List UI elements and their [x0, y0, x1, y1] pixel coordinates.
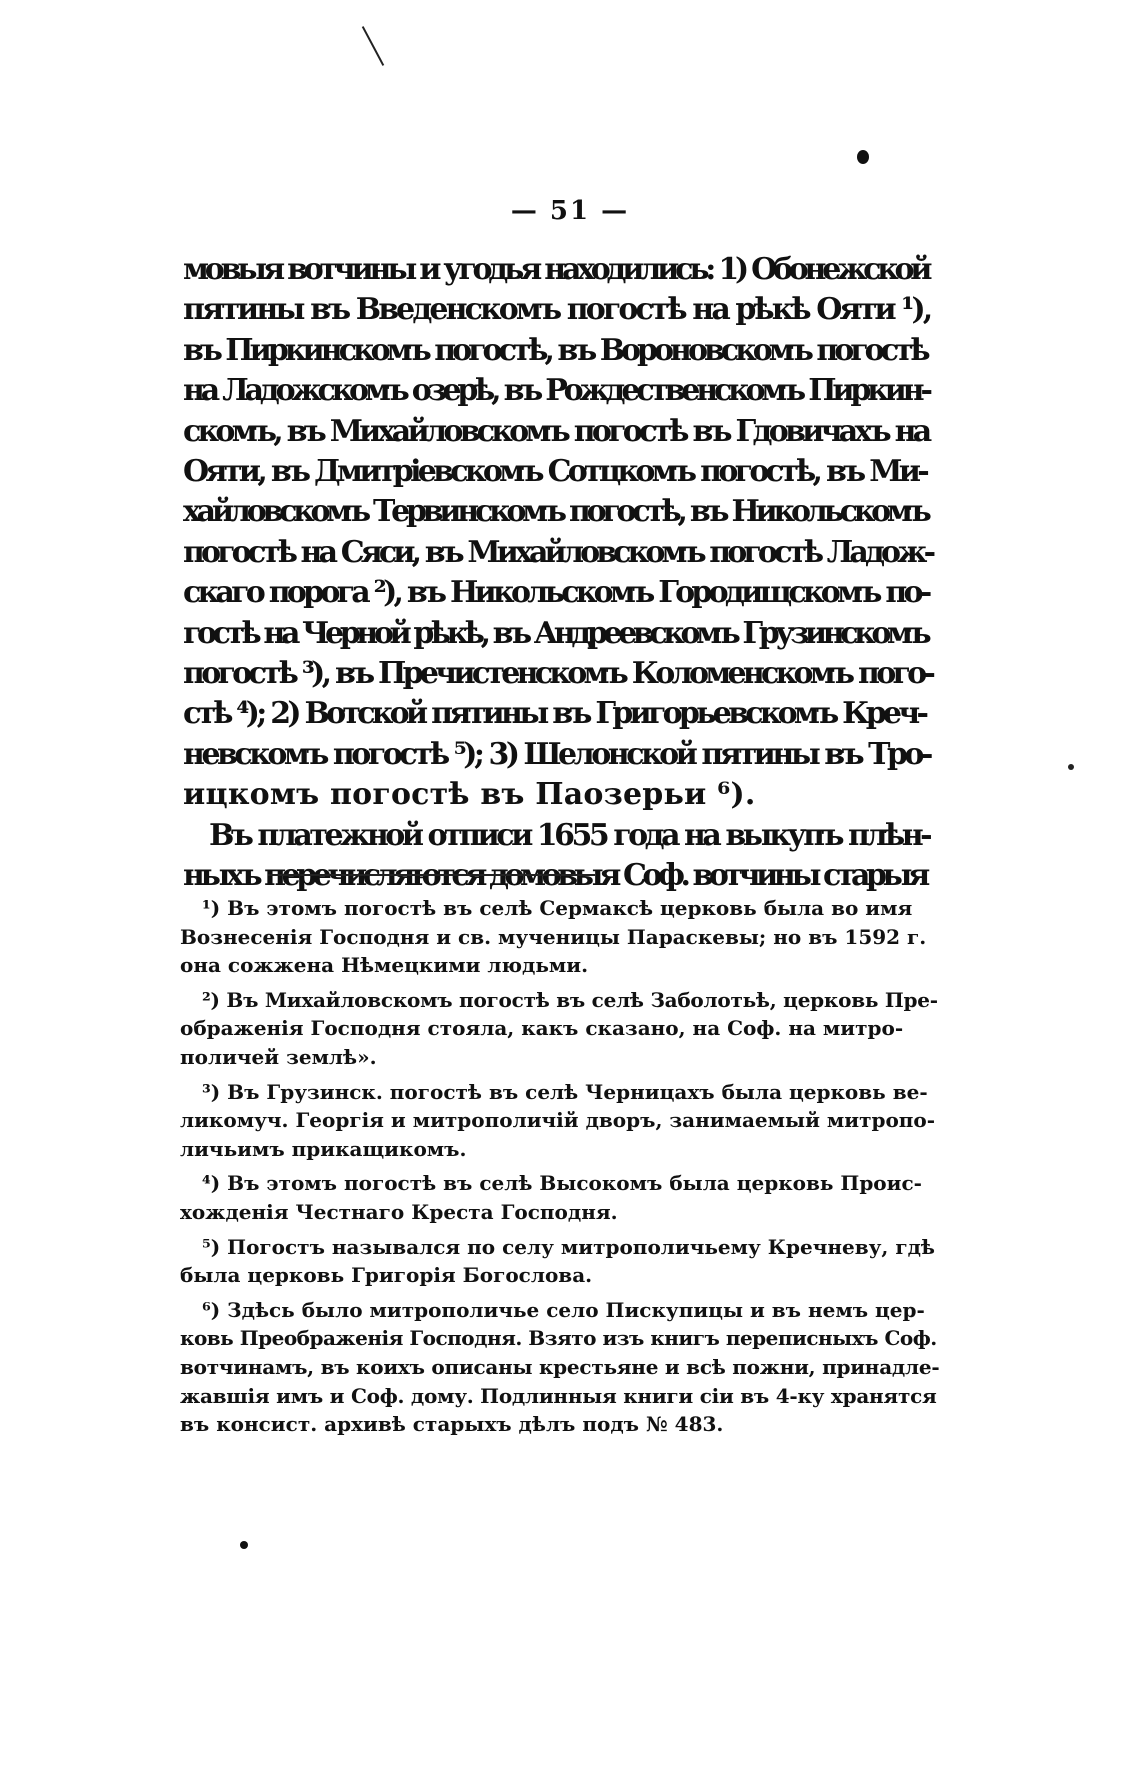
- footnote-1: [180, 894, 940, 980]
- text-line: пятины въ Введенскомъ погостѣ на рѣкѣ Ояти ¹),: [183, 292, 931, 328]
- footnote-6: [180, 1296, 940, 1439]
- footnote-line: ковь Преображенія Господня. Взято изъ книгъ переписныхъ Соф.: [180, 1326, 937, 1351]
- text-line: скаго порога ²), въ Никольскомъ Городищскомъ по-: [183, 575, 929, 611]
- footnote-line: жавшія имъ и Соф. дому. Подлинныя книги сіи въ 4-ку хранятся: [180, 1383, 937, 1408]
- text-line: скомъ, въ Михайловскомъ погостѣ въ Гдовичахъ на: [183, 413, 929, 449]
- footnote-4: [180, 1169, 940, 1226]
- text-line: погостѣ на Сяси, въ Михайловскомъ погостѣ Ладож-: [183, 534, 933, 570]
- footnote-line: ⁵) Погостъ назывался по селу митрополичьему Кречневу, гдѣ: [202, 1234, 935, 1259]
- stray-dot-margin: [1068, 764, 1074, 770]
- footnote-line: вотчинамъ, въ коихъ описаны крестьяне и всѣ пожни, принадле-: [180, 1354, 940, 1379]
- text-line: невскомъ погостѣ ⁵); 3) Шелонской пятины въ Тро-: [183, 736, 930, 772]
- main-text: [183, 250, 935, 897]
- text-line: на Ладожскомъ озерѣ, въ Рождественскомъ Пиркин-: [183, 373, 929, 409]
- text-line: Въ платежной отписи 1655 года на выкупъ плѣн-: [209, 817, 930, 853]
- footnote-line: ображенія Господня стояла, какъ сказано, на Соф. на митро-: [180, 1016, 904, 1041]
- text-line: ицкомъ погостѣ въ Паозерьи ⁶).: [183, 777, 756, 813]
- text-line: Ояти, въ Дмитріевскомъ Сотцкомъ погостѣ, въ Ми-: [183, 454, 927, 490]
- footnote-line: поличей землѣ».: [180, 1044, 377, 1069]
- footnote-line: она сожжена Нѣмецкими людьми.: [180, 953, 589, 978]
- footnote-line: ⁴) Въ этомъ погостѣ въ селѣ Высокомъ была церковь Проис-: [202, 1171, 922, 1196]
- footnote-line: личьимъ прикащикомъ.: [180, 1136, 467, 1161]
- footnote-line: ¹) Въ этомъ погостѣ въ селѣ Сермаксѣ церковь была во имя: [202, 896, 913, 920]
- text-line: погостѣ ³), въ Пречистенскомъ Коломенскомъ пого-: [183, 656, 933, 692]
- footnote-divider: [268, 874, 595, 876]
- footnote-line: хожденія Честнаго Креста Господня.: [180, 1199, 618, 1224]
- stray-mark-top: [362, 26, 384, 66]
- footnote-line: была церковь Григорія Богослова.: [180, 1263, 593, 1288]
- text-line: ныхъ перечисляются домовыя Соф. вотчины старыя: [183, 858, 926, 894]
- footnote-line: ликомуч. Георгія и митрополичій дворъ, занимаемый митропо-: [180, 1108, 936, 1133]
- text-line: хайловскомъ Тервинскомъ погостѣ, въ Никольскомъ: [183, 494, 928, 530]
- text-line: мовыя вотчины и угодья находились: 1) Обонежской: [183, 252, 929, 287]
- footnote-2: [180, 986, 940, 1072]
- footnote-line: ³) Въ Грузинск. погостѣ въ селѣ Черницахъ была церковь ве-: [202, 1079, 928, 1104]
- footnote-3: [180, 1078, 940, 1164]
- text-line: стѣ ⁴); 2) Вотской пятины въ Григорьевскомъ Креч-: [183, 696, 926, 732]
- footnotes: [180, 894, 940, 1439]
- page-number: — 51 —: [510, 196, 630, 226]
- stray-dot-right: [857, 150, 869, 164]
- text-line: гостѣ на Черной рѣкѣ, въ Андреевскомъ Грузинскомъ: [183, 615, 928, 651]
- footnote-5: [180, 1233, 940, 1290]
- stray-dot-bottom: [240, 1541, 248, 1549]
- footnote-line: Вознесенія Господня и св. мученицы Параскевы; но въ 1592 г.: [180, 924, 927, 949]
- text-line: въ Пиркинскомъ погостѣ, въ Вороновскомъ погостѣ: [183, 332, 927, 368]
- footnote-line: ⁶) Здѣсь было митрополичье село Пискупицы и въ немъ цер-: [202, 1297, 925, 1322]
- footnote-line: въ консист. архивѣ старыхъ дѣлъ подъ № 483.: [180, 1412, 724, 1437]
- footnote-line: ²) Въ Михайловскомъ погостѣ въ селѣ Заболотьѣ, церковь Пре-: [202, 987, 938, 1012]
